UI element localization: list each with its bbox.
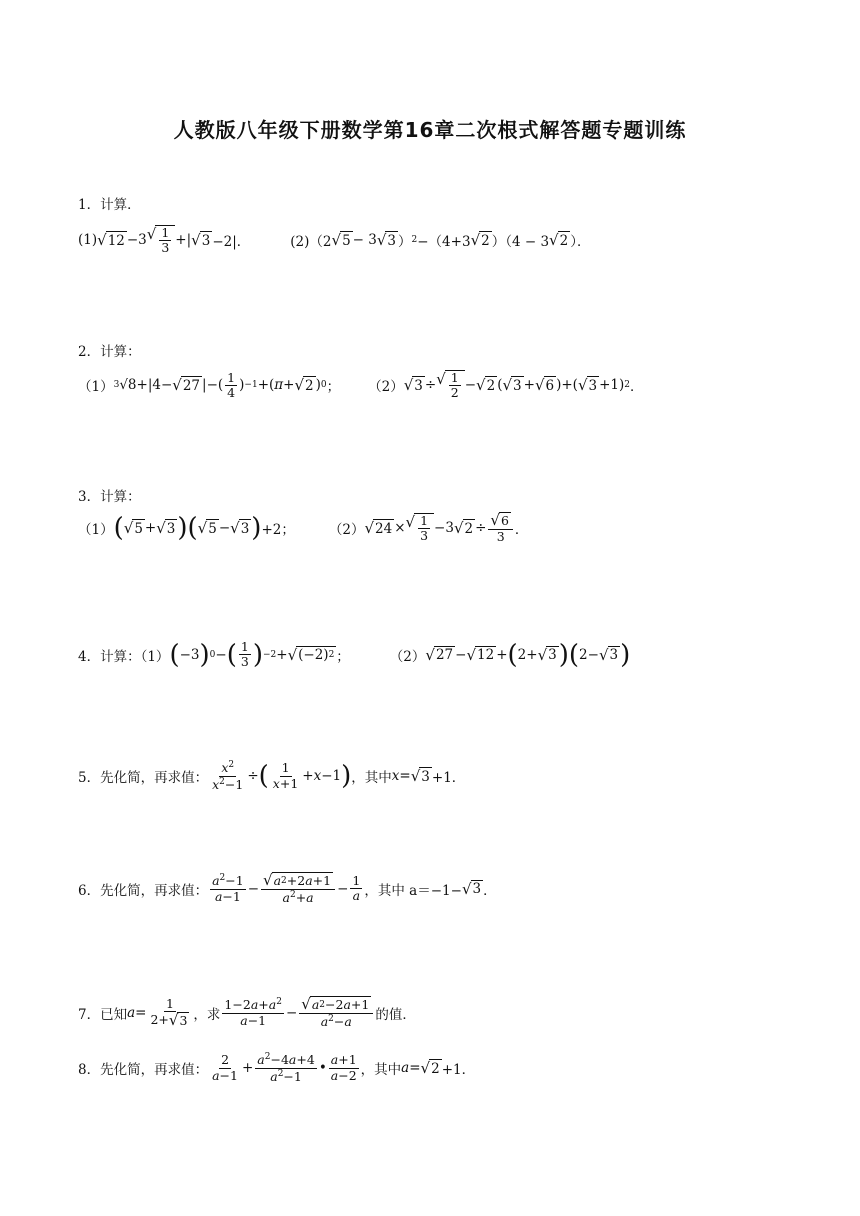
- q7-expr: 7．已知 a = 1 2+ √ 3 ，求 $\frac{1-2a+a^2}{a-1}$ − √ a 2 −2 a +1 $a^2-a$ 的值．: [78, 995, 416, 1030]
- q3-expr: （1） ( √ 5 + √ 3 )( √ 5 − √ 3 ) +2； （2） √ 24 × √ $\frac{1}{3}$ −3 √ 2 ÷ √ 6 3 ．: [78, 511, 529, 545]
- q7-tail: 的值．: [375, 1006, 416, 1023]
- q5-expr: 5．先化简，再求值： $\frac{x^2}{x^2-1}$ ÷ ( $\frac{1}{x+1}$ + x −1 ) ，其中 x = √ 3 +1．: [78, 760, 466, 792]
- q6-label: 6．先化简，再求值：: [78, 882, 209, 899]
- page-title: 人教版八年级下册数学第16章二次根式解答题专题训练: [173, 118, 687, 142]
- q8-expr: 8．先化简，再求值： $\frac{2}{a-1}$ + $\frac{a^2-4a+4}{a^2-1}$ • $\frac{a+1}{a-2}$ ，其中 a = √ 2 +1．: [78, 1052, 476, 1084]
- q1-expr: (1) √ 12 −3 √ $\frac{1}{3}$ +| √ 3 −2|． (2)（2 √ 5 − 3 √ 3 ） 2 −（4+3 √ 2 ）（4 − 3 √ 2 ）．: [78, 225, 591, 256]
- q3-label: 3．计算：: [78, 489, 141, 505]
- q4-label: 4．计算：（1）: [78, 648, 170, 665]
- q8-tail: ，其中: [360, 1062, 402, 1079]
- q6-expr: 6．先化简，再求值： $\frac{a^2-1}{a-1}$ − √ a 2 +2 a +1 $a^2+a$ − $\frac{1}{a}$ ，其中 a＝−1− √ 3 ．: [78, 871, 497, 906]
- q1-label: 1．计算．: [78, 197, 141, 213]
- q5-label: 5．先化简，再求值：: [78, 770, 209, 787]
- q7-mid: ，求: [193, 1006, 221, 1023]
- q2-label: 2．计算：: [78, 344, 141, 360]
- q4-part2: （2）: [389, 648, 426, 665]
- q7-label: 7．已知: [78, 1006, 128, 1023]
- q8-label: 8．先化简，再求值：: [78, 1062, 209, 1079]
- q6-tail: ，其中 a＝−1−: [364, 882, 462, 899]
- q5-tail: ，其中: [351, 770, 392, 787]
- q4-expr: 4．计算：（1） ( −3 ) 0 − ( $\frac{1}{3}$ ) −2 + √ (−2) 2 ； （2） √ 27 − √ 12 + ( 2+ √ 3 )( 2− √ 3 ): [78, 639, 631, 670]
- q2-expr: （1） 3 √8+|4− √ 27 |−( $\frac{1}{4}$ ) −1 +( π + √ 2 ) 0 ； （2） √ 3 ÷ √ $\frac{1}{2}$ − √ 2 ( √ 3 + √ 6 )+( √ 3 +1) 2 ．: [78, 369, 644, 401]
